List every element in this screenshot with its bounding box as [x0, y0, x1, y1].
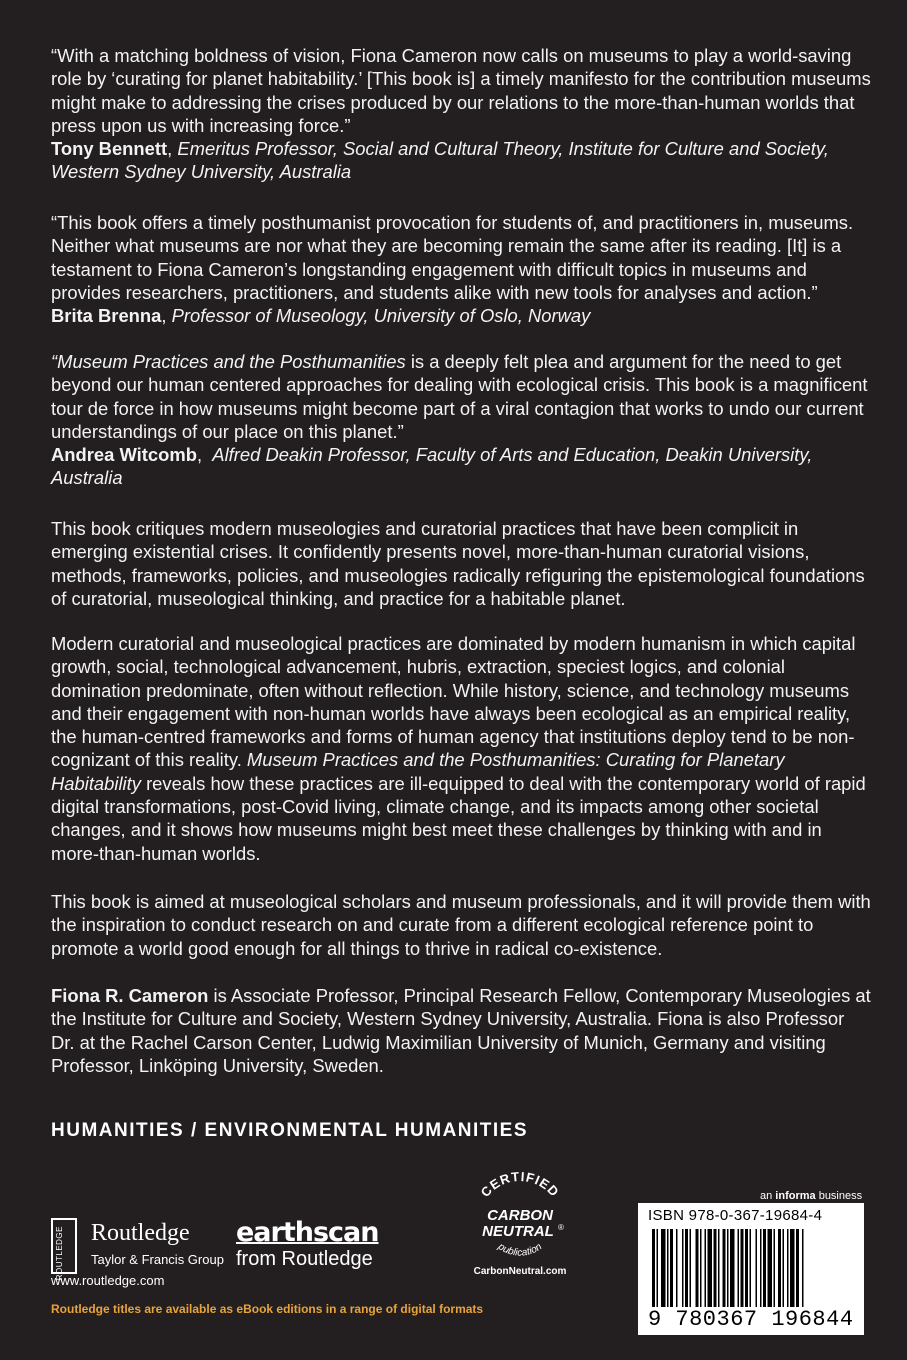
blurb-brenna — [51, 211, 871, 327]
blurb-quote: “With a matching boldness of vision, Fiona Cameron now calls on museums to play a world-saving role by ‘curating for planet habitability.’ [This book is] a timely manifesto for the contribution museums might make to addressing the crises produced by our relations to the more-than-human worlds that press upon us with increasing force.” — [51, 45, 871, 136]
author-bio-body: is Associate Professor, Principal Research Fellow, Contemporary Museologies at the Institute for Culture and Society, Western Sydney University, Australia. Fiona is also Professor Dr. at the Rachel Carson Center, Ludwig Maximilian University of Munich, Germany and visiting Professor, Linköping University, Sweden. — [51, 985, 871, 1076]
description-text-b: reveals how these practices are ill-equipped to deal with the contemporary world of rapid digital transformations, post-Covid living, climate change, and its impacts among other societal changes, and it shows how museums might best meet these challenges by thinking with and in more-than-human worlds. — [51, 772, 866, 864]
description-paragraph-2 — [51, 632, 871, 865]
informa-suffix: business — [815, 1190, 863, 1202]
carbon-certified-text: CERTIFIED — [477, 1172, 563, 1200]
subject-category: HUMANITIES / ENVIRONMENTAL HUMANITIES — [51, 1120, 529, 1141]
isbn-digits: 9 780367 196844 — [648, 1307, 854, 1332]
informa-business — [760, 1190, 862, 1202]
author-name: Fiona R. Cameron — [51, 985, 209, 1006]
book-title-italic: Museum Practices and the Posthumanities: Curating for Planetary Habitability — [51, 749, 785, 794]
imprint-sub: from Routledge — [236, 1248, 373, 1270]
blurb-author-name: Tony Bennett — [51, 138, 168, 160]
blurb-author-role: Alfred Deakin Professor, Faculty of Arts and Education, Deakin University, Australia — [51, 444, 813, 489]
carbon-url[interactable]: CarbonNeutral.com — [473, 1266, 567, 1277]
description-text: This book is aimed at museological scholars and museum professionals, and it will provide them with the inspiration to conduct research on and curate from a different ecological reference point to promote a world good enough for all things to thrive in radical co-existence. — [51, 891, 871, 959]
blurb-quote — [51, 350, 871, 443]
carbon-registered-mark: ® — [558, 1223, 564, 1232]
blurb-quote: “This book offers a timely posthumanist provocation for students of, and practitioners in, museums. Neither what museums are nor what they are becoming remain the same after its reading. [It] is a testament to Fiona Cameron’s longstanding engagement with difficult topics in museums and provides researchers, practitioners, and students alike with new tools for analyses and action.” — [51, 212, 854, 303]
blurb-bennett — [51, 44, 871, 184]
isbn-label: ISBN 978-0-367-19684-4 — [648, 1207, 823, 1224]
blurb-attribution: Andrea Witcomb, Alfred Deakin Professor, Faculty of Arts and Education, Deakin University, Australia — [51, 444, 813, 489]
routledge-mark-icon — [51, 1218, 77, 1281]
description-text: This book critiques modern museologies and curatorial practices that have been complicit in emerging existential crises. It confidently presents novel, more-than-human curatorial visions, methods, frameworks, policies, and museologies radically refiguring the epistemological foundations of curatorial, museological thinking, and practice for a habitable planet. — [51, 518, 865, 609]
book-title-italic: “Museum Practices and the Posthumanities — [51, 351, 406, 372]
carbon-neutral-logo — [460, 1172, 580, 1290]
carbon-neutral-badge-icon — [465, 1172, 575, 1264]
carbon-publication-text: publication — [496, 1241, 544, 1259]
earthscan-logo — [236, 1219, 396, 1279]
description-paragraph-3 — [51, 890, 871, 960]
blurb-attribution: Brita Brenna, Professor of Museology, University of Oslo, Norway — [51, 305, 591, 327]
carbon-line2: NEUTRAL — [482, 1223, 554, 1240]
blurb-author-name: Brita Brenna — [51, 305, 162, 327]
blurb-author-role: Professor of Museology, University of Oslo, Norway — [171, 305, 591, 327]
description-text — [51, 632, 871, 865]
routledge-logo — [51, 1218, 241, 1288]
publisher-url[interactable]: www.routledge.com — [51, 1273, 165, 1288]
ebook-note: Routledge titles are available as eBook editions in a range of digital formats — [51, 1302, 484, 1316]
blurb-witcomb — [51, 350, 871, 490]
blurb-attribution: Tony Bennett, Emeritus Professor, Social and Cultural Theory, Institute for Culture and Society, Western Sydney University, Australia — [51, 138, 829, 183]
publisher-name: Routledge — [91, 1220, 190, 1246]
blurb-quote-text: is a deeply felt plea and argument for the need to get beyond our human centered approaches for dealing with ecological crisis. This book is a magnificent tour de force in how museums might become part of a viral contagion that works to undo our current understandings of our place on this planet.” — [51, 351, 868, 442]
publisher-group: Taylor & Francis Group — [91, 1252, 224, 1267]
informa-prefix: an — [760, 1190, 776, 1202]
blurb-author-name: Andrea Witcomb — [51, 444, 197, 466]
description-text-a: Modern curatorial and museological practices are dominated by modern humanism in which capital growth, social, technological advancement, hubris, extraction, speciest logics, and colonial domination predominate, often without reflection. While history, science, and technology museums and their engagement with non-human worlds have always been ecological as an empirical reality, the human-centred frameworks and forms of human agency that institutions deploy tend to be non-cognizant of this reality. — [51, 633, 856, 771]
blurb-author-role: Emeritus Professor, Social and Cultural Theory, Institute for Culture and Society, Western Sydney University, Australia — [51, 138, 829, 183]
isbn-barcode-box — [638, 1203, 864, 1335]
description-paragraph-1 — [51, 517, 871, 610]
author-bio — [51, 984, 871, 1077]
routledge-vertical-text: ROUTLEDGE — [55, 1226, 64, 1281]
carbon-line1: CARBON — [487, 1207, 553, 1224]
author-bio-text — [51, 984, 871, 1077]
svg-text:publication — [495, 1241, 544, 1259]
imprint-name: earthscan — [236, 1217, 379, 1248]
svg-text:CERTIFIED — [478, 1172, 563, 1200]
informa-brand: informa — [775, 1190, 816, 1202]
